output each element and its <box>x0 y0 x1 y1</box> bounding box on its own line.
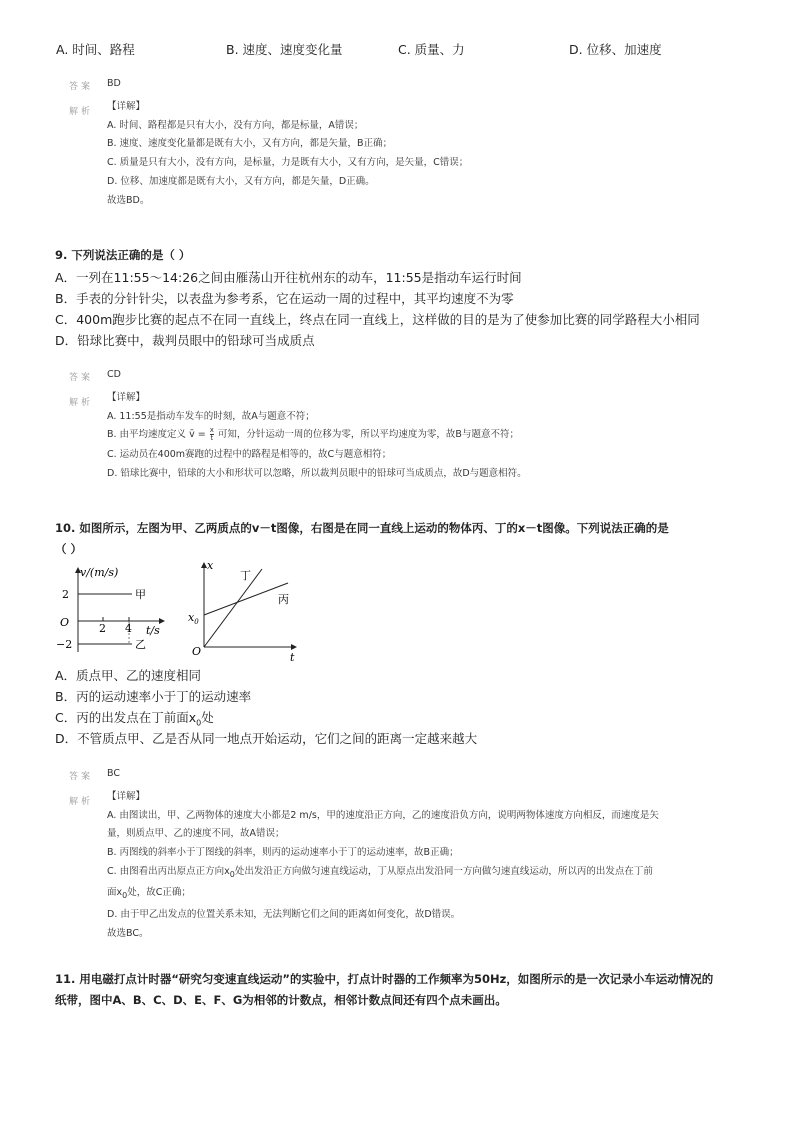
q8-analysis-line: 故选BD。 <box>107 194 150 206</box>
q10-analysis-c2-text: 面x <box>107 887 123 899</box>
q9-analysis-detail: 【详解】 <box>107 392 146 403</box>
q9-analysis-d: D. 铅球比赛中，铅球的大小和形状可以忽略，所以裁判员眼中的铅球可当成质点，故D与题意相符。 <box>107 468 527 480</box>
xt-y-axis-label: x <box>207 559 214 572</box>
q10-answer-label: 答案 <box>69 772 94 782</box>
q8-analysis <box>103 98 468 210</box>
xt-line-ding <box>204 569 262 647</box>
q8-option-a: A. 时间、路程 <box>56 42 135 57</box>
q10-option-c-text: C．丙的出发点在丁前面x <box>55 710 197 725</box>
q10-analysis-b: B. 丙图线的斜率小于丁图线的斜率，则丙的运动速率小于丁的运动速率，故B正确； <box>107 847 459 859</box>
xt-label-ding: 丁 <box>240 569 251 582</box>
q10-analysis-c2-sub: 0 <box>122 891 128 901</box>
q10-analysis <box>103 788 659 943</box>
xt-origin: O <box>192 645 202 658</box>
q10-analysis-c2 <box>107 884 659 906</box>
q9-title: 9. 下列说法正确的是（ ） <box>55 248 191 262</box>
q10-option-c-post: 处 <box>201 710 214 725</box>
q10-option-c <box>55 708 214 728</box>
q9-analysis-b-lhs: v̄ = <box>189 429 206 441</box>
q9-analysis-b <box>107 426 527 446</box>
q10-title-line1: 10. 如图所示，左图为甲、乙两质点的v－t图像，右图是在同一直线上运动的物体丙、丁的x－t图像。下列说法正确的是 <box>55 521 669 535</box>
q9-analysis <box>107 389 527 484</box>
q9-answer: CD <box>107 369 121 380</box>
q9-option-b: B．手表的分针针尖，以表盘为参考系，它在运动一周的过程中，其平均速度不为零 <box>55 291 514 306</box>
q9-option-c: C．400m跑步比赛的起点不在同一直线上，终点在同一直线上，这样做的目的是为了使参加比赛的同学路程大小相同 <box>55 312 700 327</box>
q8-analysis-line: D. 位移、加速度都是既有大小，又有方向，都是矢量，D正确。 <box>107 175 375 187</box>
q10-analysis-a1: A. 由图读出，甲、乙两物体的速度大小都是2 m/s，甲的速度沿正方向，乙的速度沿负方向，说明两物体速度方向相反，而速度是矢 <box>107 809 659 821</box>
q8-option-d: D. 位移、加速度 <box>569 42 662 57</box>
q10-analysis-d: D. 由于甲乙出发点的位置关系未知，无法判断它们之间的距离如何变化，故D错误。 <box>107 909 461 920</box>
vt-tick-x-1: 2 <box>99 622 106 635</box>
q10-analysis-detail: 【详解】 <box>107 791 146 802</box>
q10-title-line2: （ ） <box>55 542 83 556</box>
vt-label-jia: 甲 <box>135 588 146 601</box>
xt-x-axis-label: t <box>290 651 295 664</box>
q9-analysis-c: C. 运动员在400m赛跑的过程中的路程是相等的，故C与题意相符； <box>107 449 392 461</box>
q9-option-d: D．铅球比赛中，裁判员眼中的铅球可当成质点 <box>55 333 315 348</box>
vt-label-yi: 乙 <box>135 638 146 651</box>
q9-analysis-a: A. 11:55是指动车发车的时刻，故A与题意不符； <box>107 410 315 422</box>
q8-option-c: C. 质量、力 <box>398 42 465 57</box>
vt-tick-x-2: 4 <box>125 622 132 635</box>
xt-x0-label: $x_0$ <box>188 611 199 626</box>
q9-analysis-fraction <box>210 427 214 442</box>
q11-line2: 纸带，图中A、B、C、D、E、F、G为相邻的计数点，相邻计数点间还有四个点未画出。 <box>55 993 507 1007</box>
q10-xt-graph <box>182 555 302 665</box>
q10-analysis-c1 <box>107 863 659 885</box>
xt-line-bing <box>204 583 288 615</box>
q9-option-a: A．一列在11:55～14:26之间由雁荡山开往杭州东的动车，11:55是指动车运行时间 <box>55 270 522 285</box>
q8-analysis-line: 【详解】 <box>107 101 146 112</box>
q10-analysis-c1-sub: 0 <box>229 869 235 879</box>
vt-tick-y-neg: −2 <box>56 638 73 651</box>
q10-analysis-label: 解析 <box>69 797 94 807</box>
q8-option-b: B. 速度、速度变化量 <box>226 42 343 57</box>
vt-tick-y-pos: 2 <box>62 588 69 601</box>
xt-label-bing: 丙 <box>278 593 289 606</box>
q10-vt-graph <box>52 560 182 660</box>
q10-analysis-a2: 量，则质点甲、乙的速度不同，故A错误； <box>107 828 285 840</box>
q9-analysis-b-post: 可知，分针运动一周的位移为零，所以平均速度为零，故B与题意不符； <box>217 429 519 441</box>
q10-analysis-c2-post: 处，故C正确； <box>127 887 191 899</box>
vt-x-axis-label: t/s <box>146 624 160 637</box>
q10-answer: BC <box>107 768 120 779</box>
q8-analysis-label: 解析 <box>69 107 94 117</box>
q8-analysis-line: B. 速度、速度变化量都是既有大小，又有方向，都是矢量，B正确； <box>107 138 393 150</box>
q10-analysis-c1-post: 处出发沿正方向做匀速直线运动，丁从原点出发沿同一方向做匀速直线运动，所以丙的出发点在丁前 <box>234 865 653 877</box>
q10-option-a: A．质点甲、乙的速度相同 <box>55 668 202 683</box>
q9-answer-label: 答案 <box>69 373 94 383</box>
fraction-numerator: x <box>209 426 214 435</box>
vt-y-axis-label: v/(m/s) <box>80 566 119 579</box>
q11-line1: 11. 用电磁打点计时器“研究匀变速直线运动”的实验中，打点计时器的工作频率为50Hz，如图所示的是一次记录小车运动情况的 <box>55 972 714 986</box>
q10-analysis-end: 故选BC。 <box>107 927 149 939</box>
q9-analysis-label: 解析 <box>69 398 94 408</box>
q8-answer-label: 答案 <box>69 82 94 92</box>
q8-analysis-line: A. 时间、路程都是只有大小，没有方向，都是标量，A错误； <box>107 119 364 131</box>
fraction-denominator: t <box>210 434 214 443</box>
q10-option-b: B．丙的运动速率小于丁的运动速率 <box>55 689 252 704</box>
q10-option-d: D．不管质点甲、乙是否从同一地点开始运动，它们之间的距离一定越来越大 <box>55 731 478 746</box>
q10-analysis-c1-text: C. 由图看出丙出原点正方向x <box>107 865 230 877</box>
q10-option-c-sub: 0 <box>196 718 202 728</box>
vt-origin: O <box>60 616 70 629</box>
q8-analysis-line: C. 质量是只有大小，没有方向，是标量，力是既有大小，又有方向，是矢量，C错误； <box>107 157 469 169</box>
q9-analysis-b-pre: B. 由平均速度定义 <box>107 429 187 441</box>
q8-answer: BD <box>107 78 121 89</box>
